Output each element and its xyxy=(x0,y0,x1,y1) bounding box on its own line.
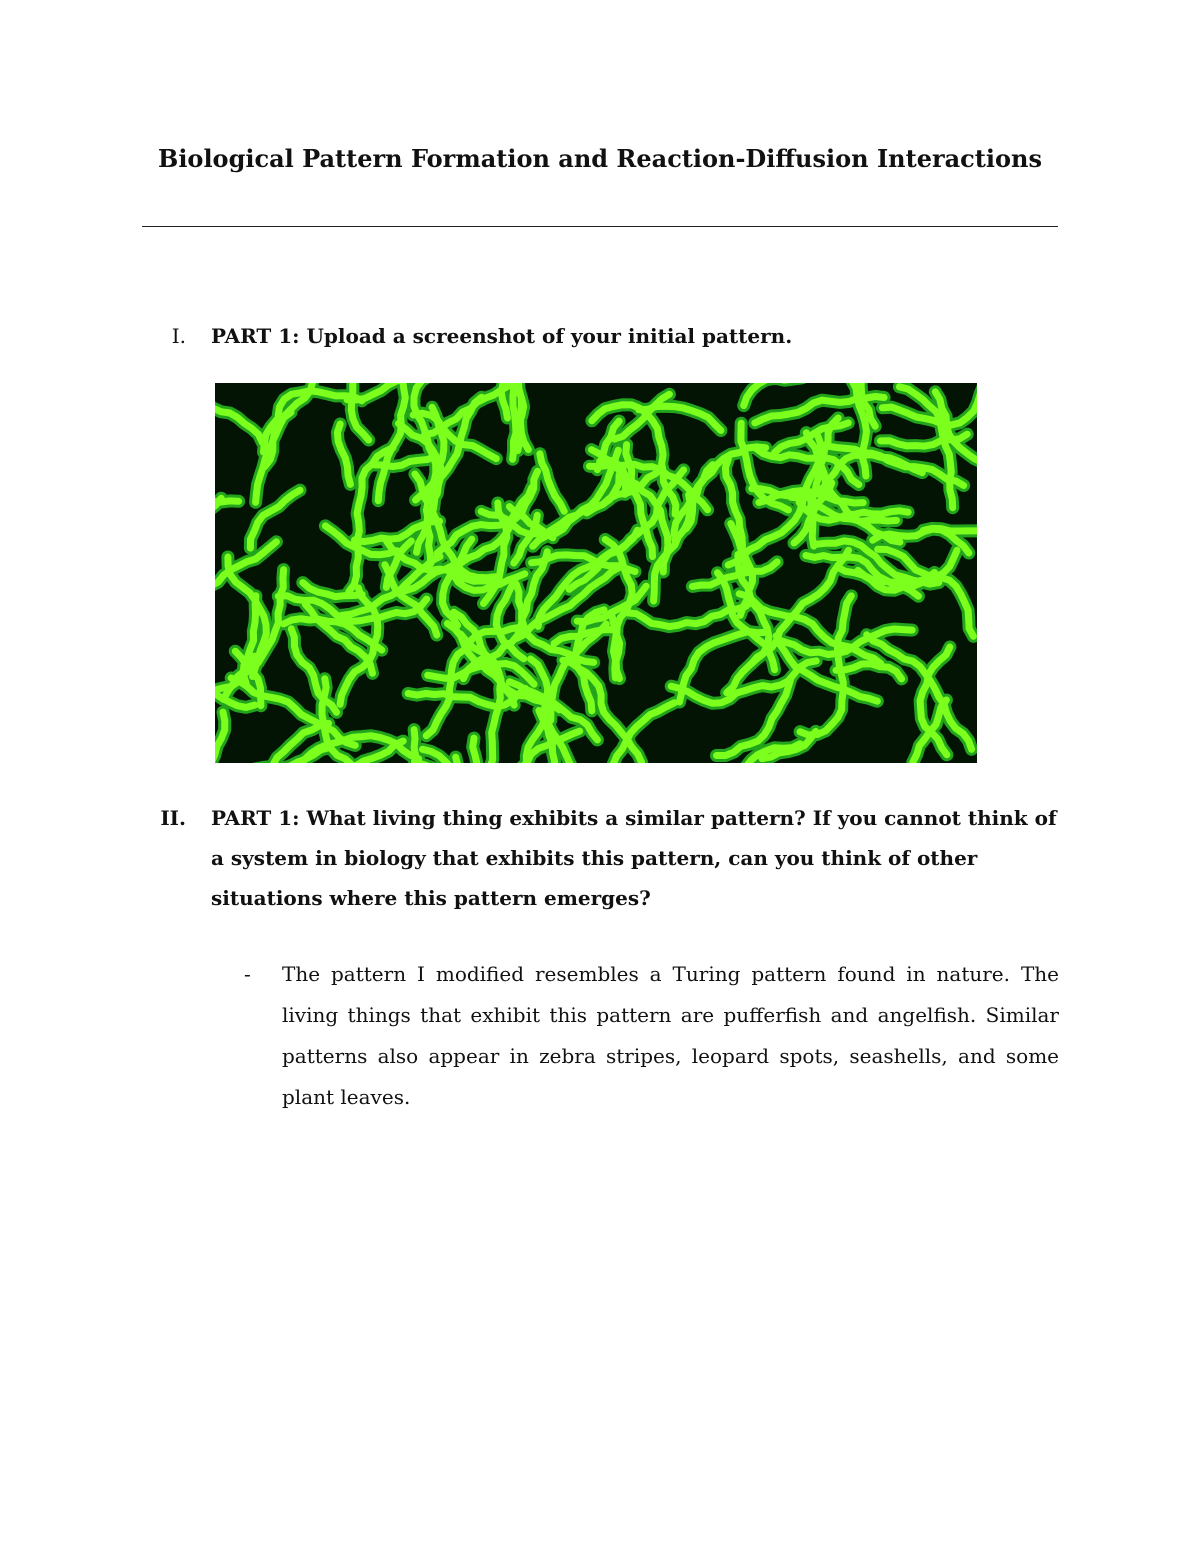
answer-bullet: - xyxy=(244,962,251,986)
title-divider xyxy=(142,226,1058,227)
stripe-core xyxy=(563,660,642,762)
question-text: PART 1: What living thing exhibits a similar pattern? If you cannot think of a system in biology that exhibits this pattern, can you think of other situations where this pattern emerges? xyxy=(211,806,1057,910)
stripe-core xyxy=(215,402,269,449)
question-text: PART 1: Upload a screenshot of your initial pattern. xyxy=(211,324,793,348)
page-title: Biological Pattern Formation and Reaction-Diffusion Interactions xyxy=(158,144,1042,173)
answer-text: The pattern I modified resembles a Turing pattern found in nature. The living things that exhibit this pattern are pufferfish and angelfish. Similar patterns also appear in zebra stripes, leopard spots, seashells, and some plant leaves. xyxy=(282,962,1059,1109)
pattern-canvas xyxy=(215,383,977,763)
turing-pattern-image xyxy=(215,383,977,763)
question-number: II. xyxy=(160,806,186,830)
question-number: I. xyxy=(171,324,186,348)
